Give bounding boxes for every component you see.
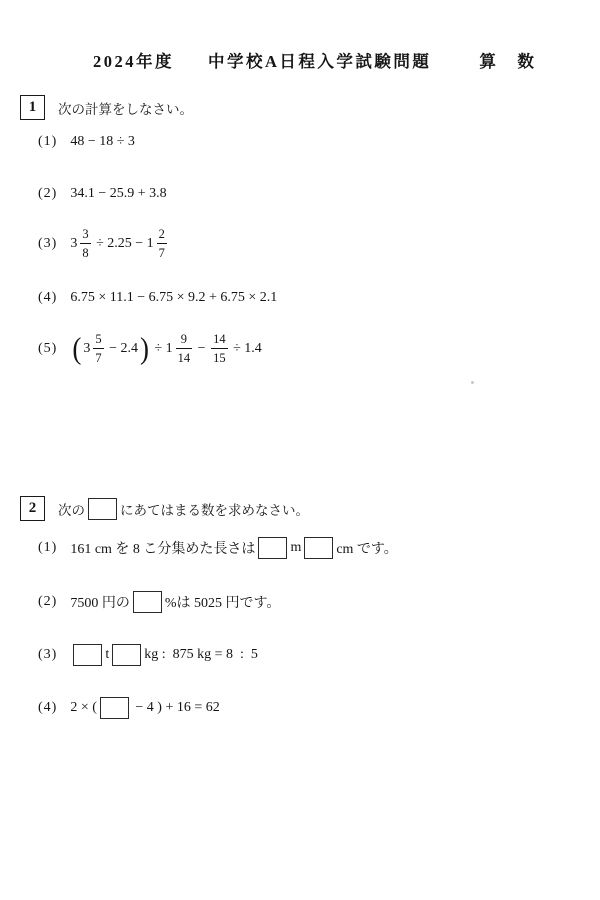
left-paren-icon: ( (72, 330, 82, 366)
problem-1-1-label: (1) (38, 134, 58, 149)
math-text: 次の (58, 502, 85, 518)
problem-2-4 (38, 697, 220, 719)
math-text: t (105, 647, 110, 662)
math-text: 2 × ( (70, 700, 97, 715)
problem-1-5-expression (70, 330, 262, 366)
math-text: ÷ (150, 340, 166, 356)
answer-blank-box (88, 498, 117, 520)
math-text: − 2.4 (105, 340, 138, 356)
whole-number: 1 (165, 340, 173, 356)
problem-2-3-expression (70, 644, 258, 666)
exam-subject: 算 数 (479, 52, 537, 71)
problem-1-2-label: (2) (38, 186, 58, 201)
problem-2-2-expression (70, 591, 280, 613)
fraction-numerator: 9 (180, 332, 188, 346)
answer-blank-box (133, 591, 162, 613)
exam-title (93, 48, 536, 72)
problem-1-1-expression (70, 134, 135, 150)
answer-blank-box (112, 644, 141, 666)
fraction (80, 228, 90, 259)
problem-1-3 (38, 228, 169, 259)
right-paren-icon: ) (139, 330, 149, 366)
answer-blank-box (304, 537, 333, 559)
math-text: 48 − 18 ÷ 3 (70, 134, 135, 149)
whole-number: 3 (83, 340, 91, 356)
problem-2-2 (38, 591, 280, 613)
problem-2-1-label: (1) (38, 540, 58, 555)
problem-2-1-expression (70, 537, 397, 559)
fraction-denominator: 8 (80, 243, 90, 259)
fraction-numerator: 3 (82, 227, 89, 241)
answer-blank-box (258, 537, 287, 559)
fraction-numerator: 5 (95, 332, 102, 346)
fraction-numerator: 2 (158, 227, 165, 241)
mixed-number (166, 333, 195, 364)
math-text: 7500 円の (70, 596, 130, 611)
problem-1-5-label: (5) (38, 340, 58, 356)
fraction-denominator: 7 (93, 348, 103, 364)
answer-blank-box (73, 644, 102, 666)
fraction-denominator: 14 (176, 348, 193, 364)
problem-2-1 (38, 537, 398, 559)
whole-number: 3 (70, 235, 78, 251)
math-text: にあてはまる数を求めなさい。 (120, 502, 309, 518)
fraction (176, 333, 193, 364)
math-text: 次の計算をしなさい。 (58, 101, 193, 117)
section-1-number: 1 (28, 99, 37, 115)
problem-1-4-label: (4) (38, 290, 58, 305)
exam-year: 2024年度 (93, 52, 174, 71)
section-1-header (20, 95, 193, 120)
problem-2-4-expression (70, 697, 219, 719)
mixed-number (70, 228, 92, 259)
math-text: − 4 ) + 16 = 62 (131, 700, 220, 715)
math-text: kg : 875 kg = 8 : 5 (144, 647, 258, 662)
problem-2-4-label: (4) (38, 700, 58, 715)
whole-number: 1 (146, 235, 154, 251)
problem-2-3 (38, 644, 258, 666)
section-1-number-box (20, 95, 45, 120)
section-2-number-box (20, 496, 45, 521)
scan-artifact-dot (471, 381, 474, 384)
mixed-number (83, 333, 105, 364)
problem-1-4 (38, 290, 277, 306)
math-text: m (290, 540, 302, 555)
math-text: ÷ 1.4 (229, 340, 262, 356)
section-2-number: 2 (28, 500, 37, 516)
math-text: 6.75 × 11.1 − 6.75 × 9.2 + 6.75 × 2.1 (70, 290, 278, 305)
fraction-denominator: 7 (157, 243, 167, 259)
fraction-denominator: 15 (211, 348, 228, 364)
section-1-instruction (58, 98, 193, 118)
problem-1-1 (38, 134, 135, 150)
problem-1-3-label: (3) (38, 235, 58, 251)
math-text: 34.1 − 25.9 + 3.8 (70, 186, 167, 201)
math-text: ÷ 2.25 − (92, 235, 147, 251)
answer-blank-box (100, 697, 129, 719)
problem-1-3-expression (70, 228, 169, 259)
math-text: cm です。 (336, 542, 398, 557)
problem-1-2 (38, 186, 167, 202)
fraction-numerator: 14 (213, 332, 226, 346)
math-text: − (194, 340, 210, 356)
section-2-header (20, 496, 309, 521)
section-2-instruction (58, 498, 309, 520)
problem-2-3-label: (3) (38, 647, 58, 662)
mixed-number (147, 228, 169, 259)
fraction (93, 333, 103, 364)
problem-2-2-label: (2) (38, 594, 58, 609)
problem-1-2-expression (70, 186, 166, 202)
math-text: 161 cm を 8 こ分集めた長さは (70, 542, 256, 557)
fraction (157, 228, 167, 259)
problem-1-4-expression (70, 290, 277, 306)
exam-name: 中学校A日程入学試験問題 (208, 52, 432, 71)
math-text: %は 5025 円です。 (164, 596, 281, 611)
problem-1-5 (38, 330, 262, 366)
fraction (211, 333, 228, 364)
